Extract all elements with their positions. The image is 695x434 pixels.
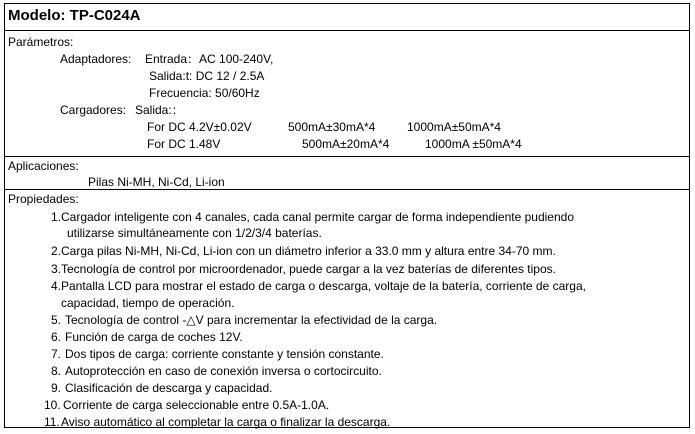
applications-section xyxy=(5,156,689,190)
model-title: Modelo: TP-C024A xyxy=(8,7,141,24)
property-number: 10. xyxy=(44,398,61,412)
applications-heading: Aplicaciones: xyxy=(8,159,79,173)
property-text: Pantalla LCD para mostrar el estado de carga o descarga, voltaje de la batería, corriente de carga, xyxy=(61,279,586,293)
chargers-label: Cargadores: xyxy=(60,103,127,117)
property-number: 4. xyxy=(51,279,62,293)
property-text: Dos tipos de carga: corriente constante y tensión constante. xyxy=(65,347,384,361)
charger-row-label: For DC 4.2V±0.02V xyxy=(147,120,252,134)
adapters-label: Adaptadores: xyxy=(60,52,132,66)
parameters-heading: Parámetros: xyxy=(8,35,74,49)
property-text: Tecnología de control por microordenador, puede cargar a la vez baterías de diferentes tipos. xyxy=(61,262,556,276)
property-text: Carga pilas Ni-MH, Ni-Cd, Li-ion con un diámetro inferior a 33.0 mm y altura entre 34-70 mm. xyxy=(61,244,556,258)
property-number: 1. xyxy=(51,210,62,224)
property-text: Autoprotección en caso de conexión inversa o cortocircuito. xyxy=(65,364,382,378)
chargers-output: Salida:： xyxy=(135,103,184,117)
property-number: 3. xyxy=(51,262,62,276)
adapters-output: Salida:t: DC 12 / 2.5A xyxy=(149,69,265,83)
applications-text: Pilas Ni-MH, Ni-Cd, Li-ion xyxy=(88,175,225,189)
title-section xyxy=(5,4,689,30)
property-number: 5. xyxy=(51,313,62,327)
adapters-frequency: Frecuencia: 50/60Hz xyxy=(149,86,260,100)
charger-row-value-b: 1000mA±50mA*4 xyxy=(407,120,501,134)
property-text: utilizarse simultáneamente con 1/2/3/4 baterías. xyxy=(67,226,322,240)
properties-section xyxy=(5,189,689,427)
property-text: Aviso automático al completar la carga o finalizar la descarga. xyxy=(61,415,391,429)
property-text: Clasificación de descarga y capacidad. xyxy=(65,381,273,395)
spec-sheet xyxy=(4,3,690,428)
charger-row-value-a: 500mA±20mA*4 xyxy=(302,137,390,151)
properties-heading: Propiedades: xyxy=(8,192,79,206)
charger-row-value-b: 1000mA ±50mA*4 xyxy=(425,137,522,151)
property-text: Función de carga de coches 12V. xyxy=(65,330,243,344)
property-number: 9. xyxy=(51,381,62,395)
property-text: capacidad, tiempo de operación. xyxy=(61,296,235,310)
property-number: 8. xyxy=(51,364,62,378)
charger-row-value-a: 500mA±30mA*4 xyxy=(288,120,376,134)
property-number: 2. xyxy=(51,244,62,258)
property-number: 6. xyxy=(51,330,62,344)
property-number: 11. xyxy=(44,415,60,429)
property-number: 7. xyxy=(51,347,62,361)
charger-row-label: For DC 1.48V xyxy=(147,137,221,151)
adapters-input: Entrada：AC 100-240V, xyxy=(145,52,274,66)
parameters-section xyxy=(5,30,689,157)
property-text: Cargador inteligente con 4 canales, cada canal permite cargar de forma independiente pudiendo xyxy=(61,210,575,224)
property-text: Tecnología de control -△V para incrementar la efectividad de la carga. xyxy=(65,313,438,327)
property-text: Corriente de carga seleccionable entre 0.5A-1.0A. xyxy=(63,398,330,412)
